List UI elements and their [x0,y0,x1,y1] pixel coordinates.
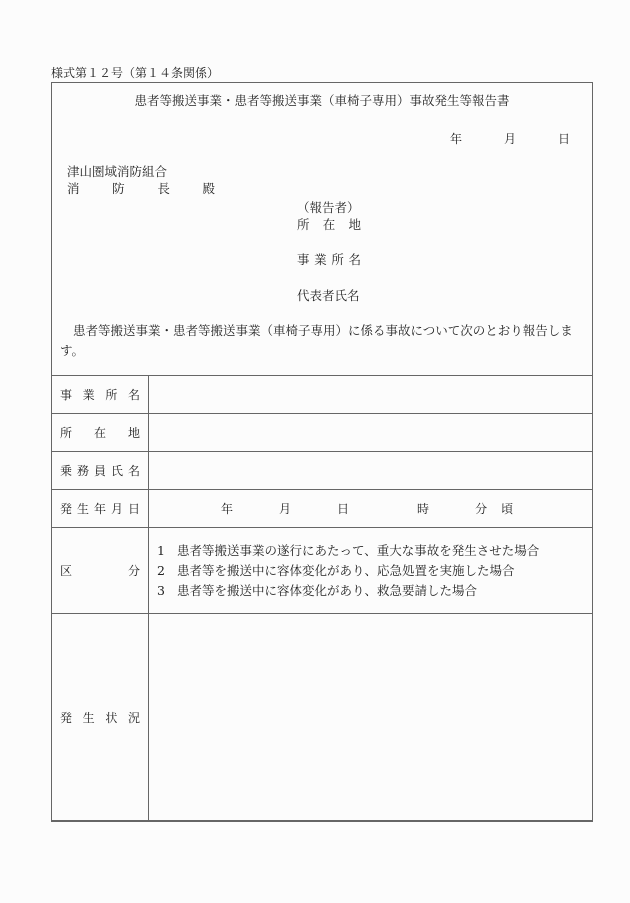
label-char: 年 [93,502,106,516]
category-option-number: 1 [157,542,165,558]
addressee-title-char: 殿 [202,181,215,196]
label-char: 乗 [60,464,73,478]
label-char: 氏 [110,464,123,478]
reporter-office-label-char: 業 [314,252,327,267]
reporter-representative-field[interactable]: 代表者氏名 [297,288,360,303]
category-option-1[interactable] [157,541,592,561]
crew-name-label [52,452,149,490]
category-options [149,528,593,614]
addressee-organization: 津山圏域消防組合 [67,164,168,179]
reporter-address-label-char: 所 [297,217,310,232]
report-date[interactable] [450,130,570,147]
office-name-input[interactable] [149,376,593,414]
report-details-table [51,375,593,822]
label-char: 状 [105,711,118,725]
crew-name-input[interactable] [149,452,593,490]
category-option-number: 3 [157,582,165,598]
table-row-occurrence-datetime [52,490,593,528]
label-char: 区 [60,564,73,578]
reporter-address-field[interactable] [297,215,361,233]
reporter-office-field[interactable] [297,250,361,268]
occurrence-year-unit: 年 [221,502,234,516]
document-title: 患者等搬送事業・患者等搬送事業（車椅子専用）事故発生等報告書 [134,93,510,108]
report-statement: 患者等搬送事業・患者等搬送事業（車椅子専用）に係る事故について次のとおり報告します。 [60,323,573,358]
reporter-label: （報告者） [297,200,360,215]
table-row-category [52,528,593,614]
addressee-title-char: 消 [67,181,80,196]
category-option-text: 患者等を搬送中に容体変化があり、応急処置を実施した場合 [177,562,515,578]
category-option-3[interactable] [157,581,592,601]
location-input[interactable] [149,414,593,452]
label-char: 事 [60,388,73,402]
addressee [67,163,215,197]
occurrence-approx: 頃 [501,502,514,516]
category-option-text: 患者等を搬送中に容体変化があり、救急要請した場合 [177,582,478,598]
category-option-2[interactable] [157,561,592,581]
label-char: 員 [93,464,106,478]
table-row-office-name [52,376,593,414]
label-char: 名 [127,464,140,478]
situation-label [52,614,149,822]
category-option-text: 患者等搬送事業の遂行にあたって、重大な事故を発生させた場合 [177,542,540,558]
addressee-title [67,180,215,197]
label-char: 所 [60,426,73,440]
table-row-situation [52,614,593,822]
table-row-crew-name [52,452,593,490]
label-char: 日 [127,502,140,516]
label-char: 在 [93,426,106,440]
label-char: 名 [127,388,140,402]
label-char: 所 [105,388,118,402]
location-label [52,414,149,452]
category-label [52,528,149,614]
label-char: 分 [127,564,140,578]
report-date-year[interactable]: 年 [449,132,462,146]
form-number: 様式第１２号（第１４条関係） [51,66,220,80]
reporter-address-label-char: 地 [348,217,361,232]
label-char: 発 [60,711,73,725]
addressee-title-char: 防 [112,181,125,196]
occurrence-minute-unit: 分 [475,502,488,516]
label-char: 地 [127,426,140,440]
office-name-label [52,376,149,414]
label-char: 生 [82,711,95,725]
situation-input[interactable] [149,614,593,822]
label-char: 生 [76,502,89,516]
occurrence-datetime-label [52,490,149,528]
report-date-day[interactable]: 日 [557,132,570,146]
report-date-month[interactable]: 月 [503,132,516,146]
label-char: 業 [82,388,95,402]
occurrence-month-unit: 月 [279,502,292,516]
label-char: 況 [127,711,140,725]
reporter-office-label-char: 名 [348,252,361,267]
reporter-address-label-char: 在 [322,217,336,232]
label-char: 務 [76,464,89,478]
occurrence-datetime-input[interactable] [149,490,593,528]
occurrence-day-unit: 日 [337,502,350,516]
report-form [51,82,593,821]
reporter-office-label-char: 所 [331,252,344,267]
category-option-number: 2 [157,562,165,578]
table-row-location [52,414,593,452]
addressee-title-char: 長 [157,181,170,196]
label-char: 月 [110,502,123,516]
occurrence-hour-unit: 時 [417,502,430,516]
reporter-office-label-char: 事 [297,252,310,267]
label-char: 発 [60,502,73,516]
